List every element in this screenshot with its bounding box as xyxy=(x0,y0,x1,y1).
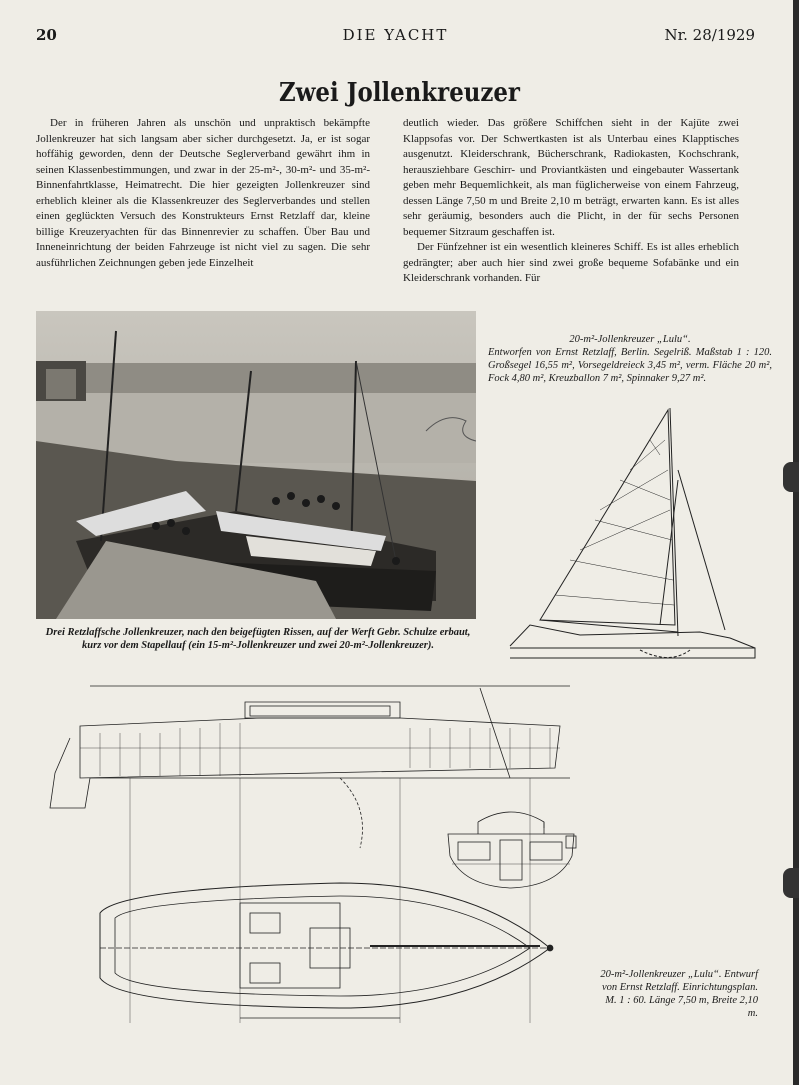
photo-caption: Drei Retzlaffsche Jollenkreuzer, nach den beigefügten Rissen, auf der Werft Gebr. Schulze erbaut, kurz vor dem Stapellauf (ein 15-m²-Jollenkreuzer und zwei 20-m²-Jollenkreuzer). xyxy=(45,627,471,651)
article-column-left xyxy=(36,116,370,271)
binding-mark xyxy=(783,868,799,898)
magazine-name: DIE YACHT xyxy=(342,26,449,44)
page-header xyxy=(36,26,755,46)
cross-section-drawing xyxy=(438,800,584,896)
sailplan-caption xyxy=(488,333,772,385)
article-column-right xyxy=(403,116,739,287)
boats-photograph xyxy=(36,311,476,619)
paragraph: Der in früheren Jahren als unschön und unpraktisch bekämpfte Jollenkreuzer hat sich langsam aber sicher durchgesetzt. Ja, er ist sogar hoffähig geworden, denn der Deutsche Seglerverband gewährt ihm in seinen Klassenbestimmungen, und zwar in der 25-m²-, 30-m²- und 35-m²-Binnenfahrtklasse, Heimatrecht. Die hier gezeigten Jollenkreuzer sind erheblich kleiner als die Klassenkreuzer des Seglerverbandes und stellen einen geglückten Versuch des Konstrukteurs Ernst Retzlaff dar, kleine billige Kreuzeryachten für das Binnenrevier zu schaffen. Über Bau und Inneneinrichtung der beiden Fahrzeuge ist nicht viel zu sagen. Die sehr ausführlichen Zeichnungen geben jede Einzelheit xyxy=(36,117,370,269)
plan-caption: 20-m²-Jollenkreuzer „Lulu“. Entwurf von Ernst Retzlaff. Einrichtungsplan. M. 1 : 60. Länge 7,50 m, Breite 2,10 m. xyxy=(600,969,758,1019)
binding-mark xyxy=(783,462,799,492)
paragraph: Der Fünfzehner ist ein wesentlich kleineres Schiff. Es ist alles erheblich gedrängter; aber auch hier sind zwei große bequeme Sofabänke und ein Kleiderschrank vorhanden. Für xyxy=(403,241,739,284)
page-number: 20 xyxy=(36,26,57,44)
sail-plan-drawing xyxy=(500,400,760,665)
sailplan-caption-title: 20-m²-Jollenkreuzer „Lulu“. xyxy=(569,334,691,345)
page-edge-shadow xyxy=(793,0,799,1085)
issue-number: Nr. 28/1929 xyxy=(664,26,755,44)
sailplan-caption-body: Entworfen von Ernst Retzlaff, Berlin. Segelriß. Maßstab 1 : 120. Großsegel 16,55 m², Vorsegeldreieck 3,45 m², verm. Fläche 20 m², Fock 4,80 m², Kreuzballon 7 m², Spinnaker 9,27 m². xyxy=(488,347,772,384)
article-title: Zwei Jollenkreuzer xyxy=(279,78,520,108)
paragraph: deutlich wieder. Das größere Schiffchen sieht in der Kajüte zwei Klappsofas vor. Der Schwertkasten ist als Unterbau eines Klapptisches ausgenutzt. Kleiderschrank, Bücherschrank, Radiokasten, Kochschrank, herausziehbare Geschirr- und Proviantkästen und eingebauter Wassertank geben mehr Bequemlichkeit, als man füglicherweise von einem Fahrzeug, dessen Länge 7,50 m und Breite 2,10 m beträgt, erwarten kann. Es ist alles sehr geräumig, besonders auch die Plicht, in der für sechs Personen bequemer Sitzraum geschaffen ist. xyxy=(403,117,739,238)
